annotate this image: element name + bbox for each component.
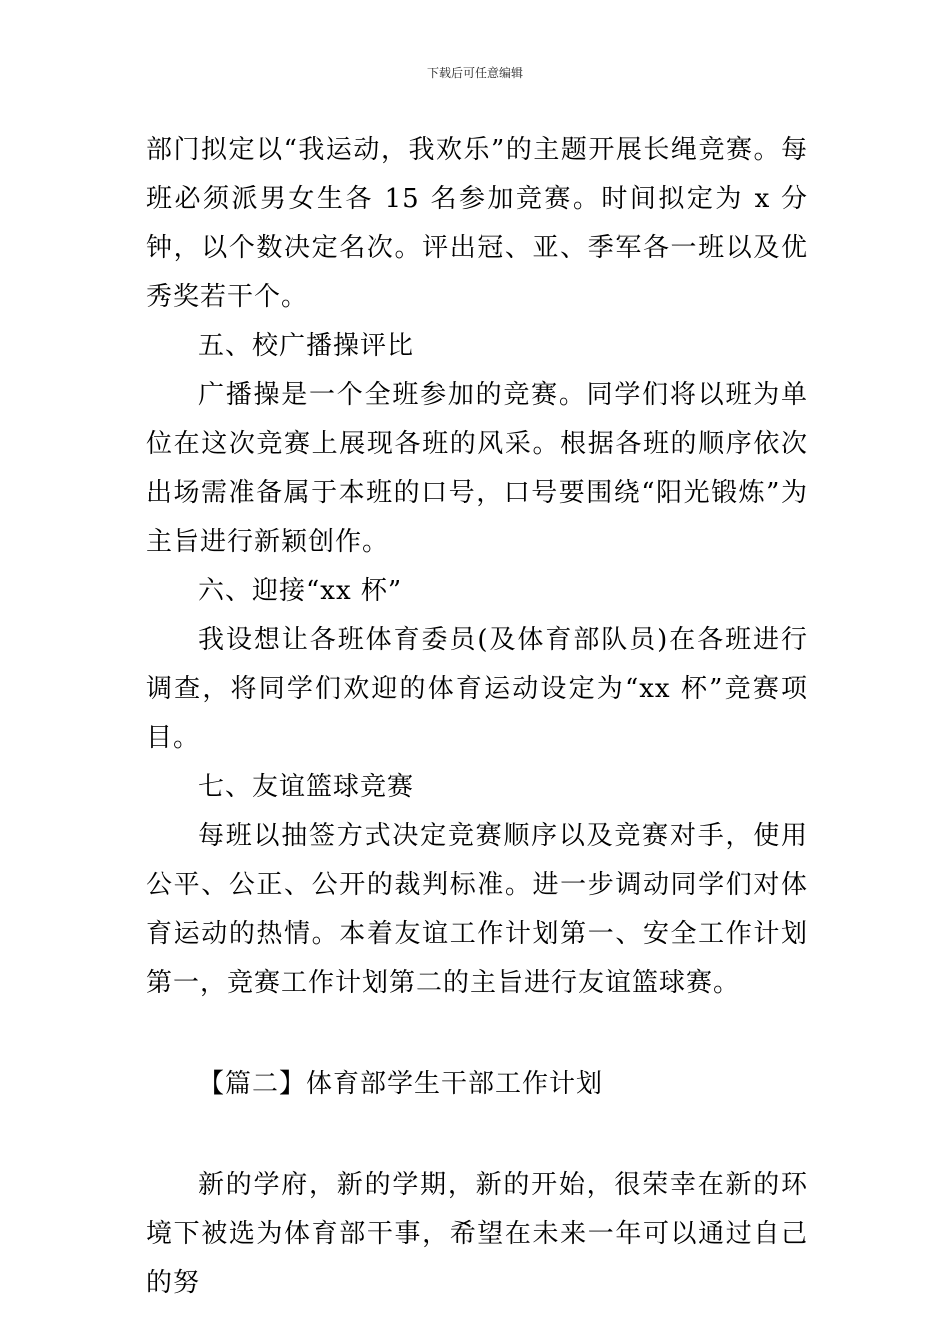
paragraph-rope-contest: 部门拟定以“我运动，我欢乐”的主题开展长绳竞赛。每班必须派男女生各 15 名参加竞赛。时间拟定为 x 分钟，以个数决定名次。评出冠、亚、季军各一班以及优秀奖若干个。 [146,135,808,312]
section-heading-xx-cup: 六、迎接“xx 杯” [198,576,403,606]
paragraph-broadcast-exercise: 广播操是一个全班参加的竞赛。同学们将以班为单位在这次竞赛上展现各班的风采。根据各班的顺序依次出场需准备属于本班的口号，口号要围绕“阳光锻炼”为主旨进行新颖创作。 [146,380,808,557]
paragraph-xx-cup: 我设想让各班体育委员(及体育部队员)在各班进行调查，将同学们欢迎的体育运动设定为“xx 杯”竞赛项目。 [146,625,808,753]
section-heading-broadcast-exercise: 五、校广播操评比 [198,331,415,361]
document-body [146,126,808,1308]
page-header-note: 下载后可任意编辑 [426,66,523,80]
paragraph-basketball: 每班以抽签方式决定竞赛顺序以及竞赛对手，使用公平、公正、公开的裁判标准。进一步调动同学们对体育运动的热情。本着友谊工作计划第一、安全工作计划第一，竞赛工作计划第二的主旨进行友谊篮球赛。 [146,821,808,998]
paragraph-article-two-intro: 新的学府，新的学期，新的开始，很荣幸在新的环境下被选为体育部干事，希望在未来一年可以通过自己的努 [146,1170,808,1298]
section-heading-basketball: 七、友谊篮球竞赛 [198,772,415,802]
article-two-title: 【篇二】体育部学生干部工作计划 [198,1069,604,1099]
